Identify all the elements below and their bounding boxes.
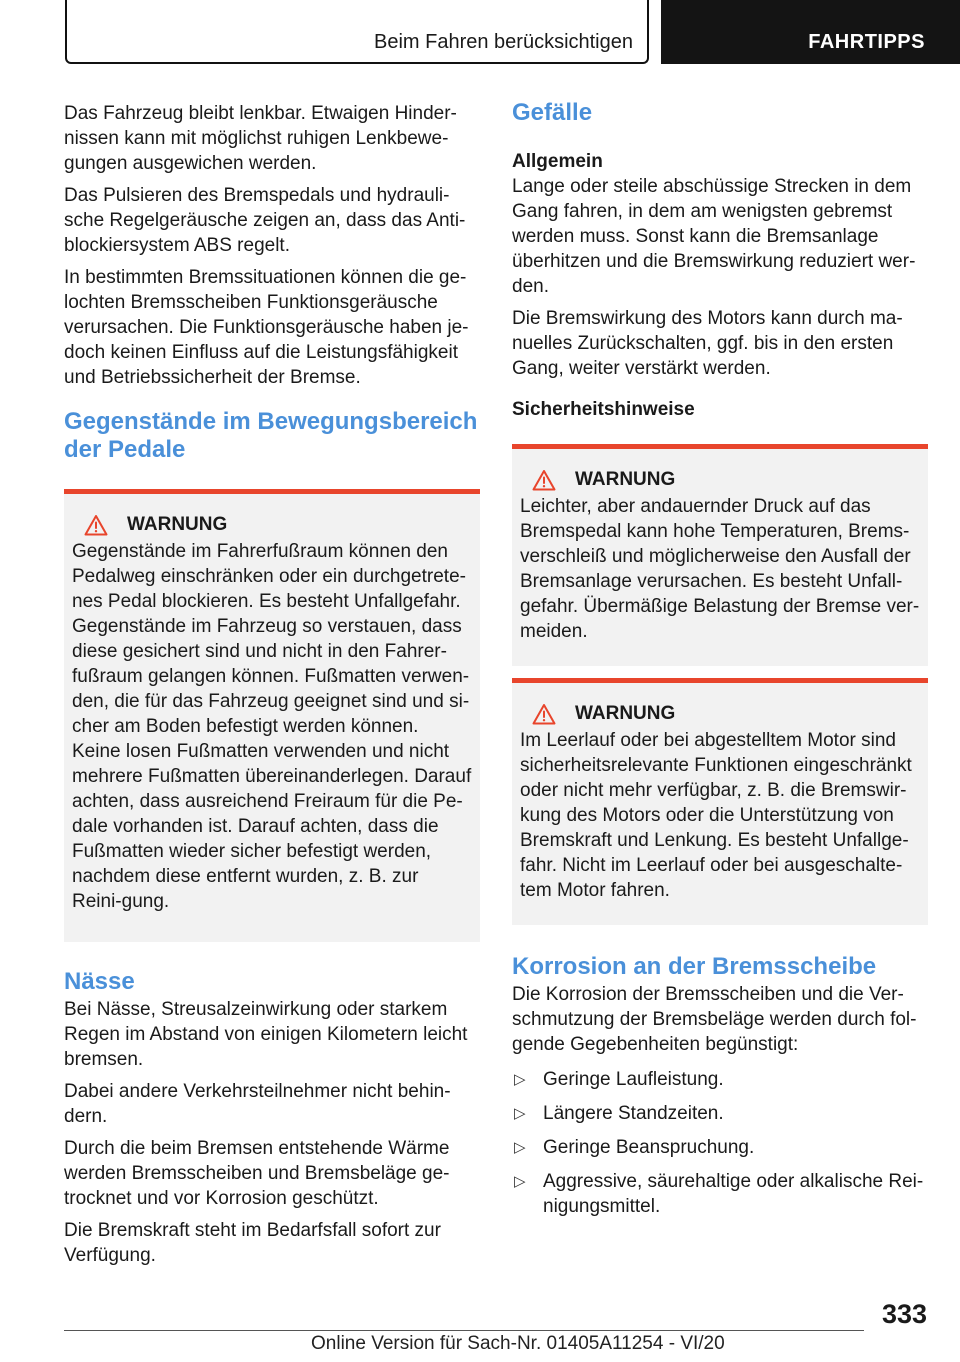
list-item-text: Aggressive, säurehaltige oder alkalische Rei-nigungsmittel. xyxy=(543,1171,924,1217)
triangle-bullet-icon: ▷ xyxy=(514,1173,526,1190)
paragraph: Durch die beim Bremsen entstehende Wärme werden Bremsscheiben und Bremsbeläge ge-trocknet und vor Korrosion geschützt. xyxy=(64,1138,450,1209)
chapter-tab xyxy=(661,0,960,64)
warning-triangle-icon xyxy=(532,469,556,491)
warning-label: WARNUNG xyxy=(575,469,676,490)
triangle-bullet-icon: ▷ xyxy=(514,1139,526,1156)
warning-triangle-icon xyxy=(84,514,108,536)
heading-gefaelle: Gefälle xyxy=(512,99,593,126)
section-title: Beim Fahren berücksichtigen xyxy=(373,31,633,53)
warning-label: WARNUNG xyxy=(575,703,676,724)
list-item-text: Geringe Laufleistung. xyxy=(543,1069,724,1090)
subheading-sicherheitshinweise: Sicherheitshinweise xyxy=(512,399,695,420)
paragraph: Bei Nässe, Streusalzeinwirkung oder starkem Regen im Abstand von einigen Kilometern leicht bremsen. xyxy=(64,999,468,1070)
chapter-title: FAHRTIPPS xyxy=(808,31,925,53)
list-item xyxy=(512,1169,928,1219)
warning-text: Im Leerlauf oder bei abgestelltem Motor sind sicherheitsrelevante Funktionen eingeschränkt oder nicht mehr verfügbar, z. B. die Bremswir-kung des Motors oder die Unterstützung von Bremskraft und Lenkung. Es besteht Unfallge-fahr. Nicht im Leerlauf oder bei ausgeschalte-tem Motor fahren. xyxy=(520,730,912,901)
list-item xyxy=(512,1067,928,1092)
paragraph: Dabei andere Verkehrsteilnehmer nicht behin-dern. xyxy=(64,1081,451,1127)
warning-header xyxy=(72,512,472,537)
page-number: 333 xyxy=(881,1299,927,1329)
warning-box-2 xyxy=(512,678,928,925)
triangle-bullet-icon: ▷ xyxy=(514,1105,526,1122)
triangle-bullet-icon: ▷ xyxy=(514,1071,526,1088)
section-header xyxy=(65,0,649,64)
heading-korrosion: Korrosion an der Bremsscheibe xyxy=(512,953,877,980)
paragraph: Die Bremskraft steht im Bedarfsfall sofort zur Verfügung. xyxy=(64,1220,441,1266)
warning-box-pedale xyxy=(64,489,480,942)
paragraph: Das Fahrzeug bleibt lenkbar. Etwaigen Hinder-nissen kann mit möglichst ruhigen Lenkbewe-gungen ausgewichen werden. xyxy=(64,103,457,174)
paragraph: Die Korrosion der Bremsscheiben und die Ver-schmutzung der Bremsbeläge werden durch fol-gende Gegebenheiten begünstigt: xyxy=(512,984,917,1055)
warning-text: Gegenstände im Fahrerfußraum können den Pedalweg einschränken oder ein durchgetrete-nes Pedal blockieren. Es besteht Unfallgefahr. Gegenstände im Fahrzeug so verstauen, dass diese gesichert sind und nicht in den Fahrer-fußraum gelangen können. Fußmatten verwen-den, die für das Fahrzeug geeignet sind und si-cher am Boden befestigt werden können. Keine losen Fußmatten verwenden und nicht mehrere Fußmatten übereinanderlegen. Darauf achten, dass ausreichend Freiraum für die Pe-dale vorhanden ist. Darauf achten, dass die Fußmatten wieder sicher befestigt werden, nachdem diese entfernt wurden, z. B. zur Reini-gung. xyxy=(72,541,472,912)
bullet-list xyxy=(512,1067,928,1219)
list-item xyxy=(512,1101,928,1126)
warning-triangle-icon xyxy=(532,703,556,725)
paragraph: Die Bremswirkung des Motors kann durch ma-nuelles Zurückschalten, ggf. bis in den ersten Gang, weiter verstärkt werden. xyxy=(512,308,903,379)
online-version-note: Online Version für Sach-Nr. 01405A11254 - VI/20 xyxy=(311,1333,725,1354)
right-column xyxy=(512,99,928,1228)
subheading-allgemein: Allgemein xyxy=(512,151,603,172)
paragraph: In bestimmten Bremssituationen können die ge-lochten Bremsscheiben Funktionsgeräusche verursachen. Die Funktionsgeräusche haben je-doch keinen Einfluss auf die Leistungsfähigkeit und Betriebssicherheit der Bremse. xyxy=(64,267,469,388)
paragraph: Lange oder steile abschüssige Strecken in dem Gang fahren, in dem am wenigsten gebremst werden muss. Sonst kann die Bremsanlage überhitzen und die Bremswirkung reduziert wer-den. xyxy=(512,176,916,297)
list-item-text: Geringe Beanspruchung. xyxy=(543,1137,755,1158)
warning-header xyxy=(520,701,920,726)
warning-header xyxy=(520,467,920,492)
paragraph: Das Pulsieren des Bremspedals und hydrauli-sche Regelgeräusche zeigen an, dass das Anti-blockiersystem ABS regelt. xyxy=(64,185,466,256)
warning-box-1 xyxy=(512,444,928,666)
list-item-text: Längere Standzeiten. xyxy=(543,1103,724,1124)
heading-pedale: Gegenstände im Bewegungsbereich der Pedale xyxy=(64,408,478,463)
warning-label: WARNUNG xyxy=(127,514,228,535)
left-column xyxy=(64,101,480,1275)
heading-naesse: Nässe xyxy=(64,968,135,995)
warning-text: Leichter, aber andauernder Druck auf das Bremspedal kann hohe Temperaturen, Brems-verschleiß und möglicherweise den Ausfall der Bremsanlage verursachen. Es besteht Unfall-gefahr. Übermäßige Belastung der Bremse ver-meiden. xyxy=(520,496,920,642)
list-item xyxy=(512,1135,928,1160)
